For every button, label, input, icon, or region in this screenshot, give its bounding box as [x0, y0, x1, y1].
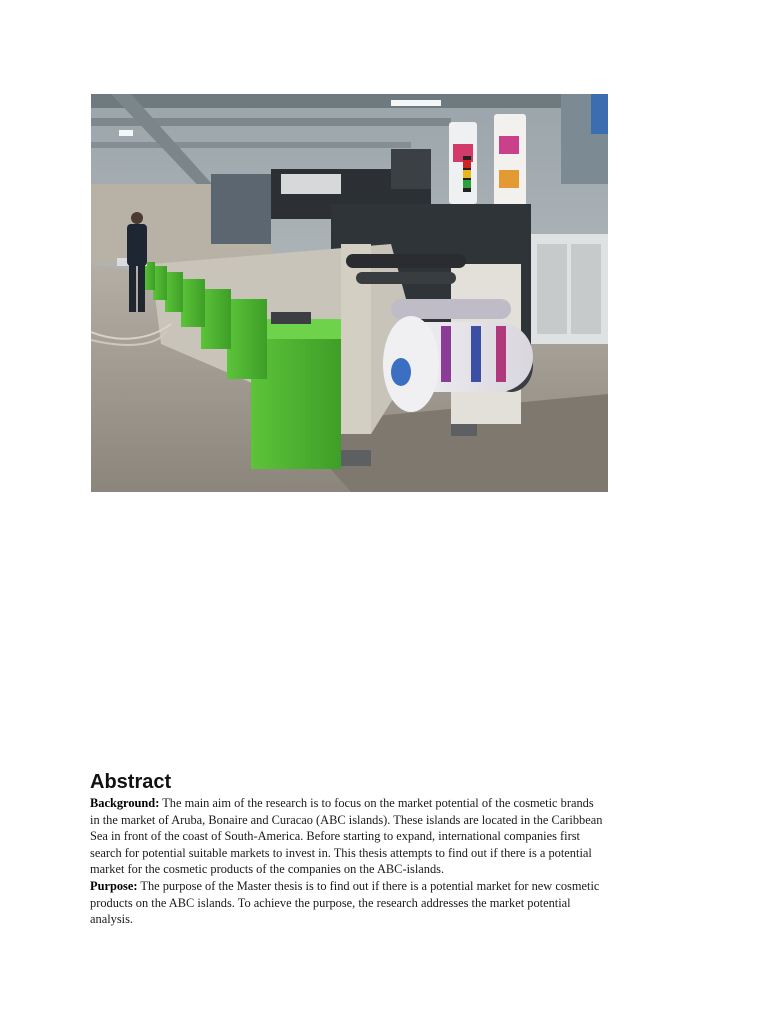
- printing-press-photo: [91, 94, 608, 492]
- purpose-line: products on the ABC islands. To achieve the purpose, the research addresses the market potential: [90, 895, 571, 910]
- background-line: market for the cosmetic products of the companies on the ABC-islands.: [90, 862, 445, 877]
- background-line: The main aim of the research is to focus on the market potential of the cosmetic brands: [159, 796, 594, 810]
- background-label: Background:: [90, 796, 160, 810]
- purpose-paragraph: [90, 878, 680, 928]
- abstract-section: [90, 770, 680, 928]
- background-line: search for potential suitable markets to invest in. This thesis attempts to find out if there is a potential: [90, 845, 592, 860]
- purpose-line: analysis.: [90, 912, 134, 927]
- purpose-line: The purpose of the Master thesis is to find out if there is a potential market for new cosmetic: [137, 878, 600, 893]
- abstract-heading: Abstract: [90, 771, 172, 793]
- background-paragraph: [90, 795, 680, 878]
- background-line: in the market of Aruba, Bonaire and Curacao (ABC islands). These islands are located in the Caribbean: [90, 812, 603, 827]
- background-line: Sea in front of the coast of South-America. Before starting to expand, international companies first: [90, 829, 580, 844]
- purpose-label: Purpose:: [90, 878, 138, 893]
